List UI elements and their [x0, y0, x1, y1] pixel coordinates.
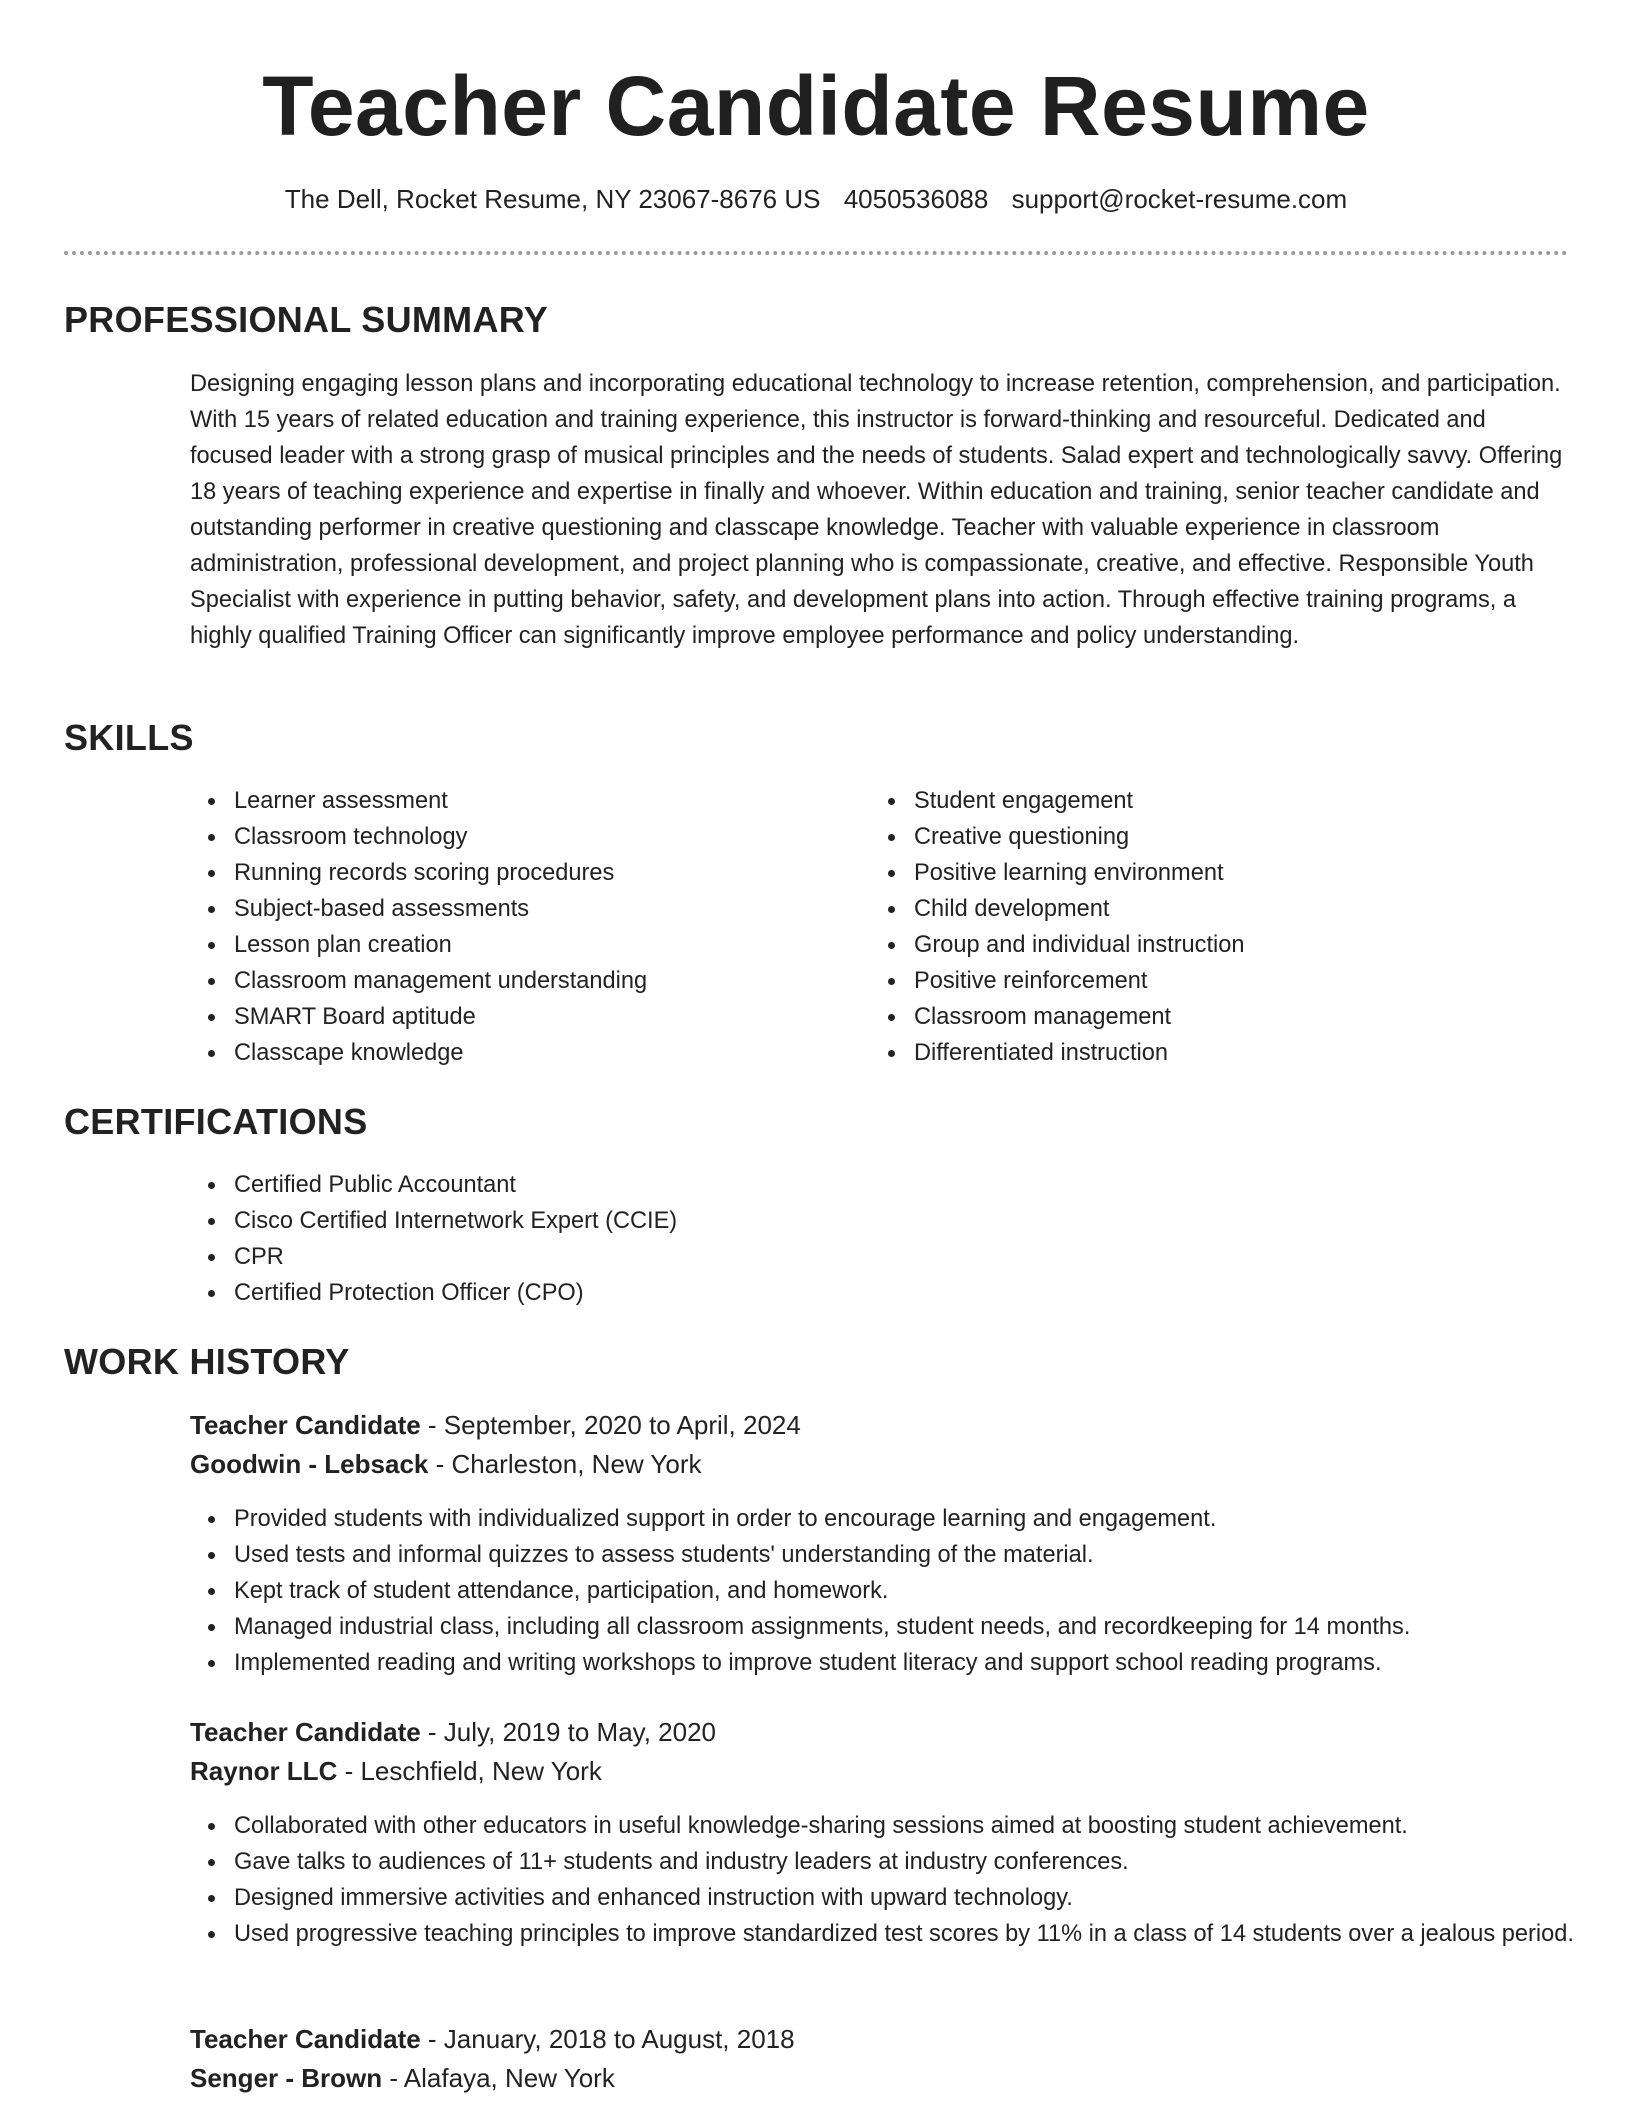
summary-heading: PROFESSIONAL SUMMARY	[64, 299, 549, 340]
skill-item: Child development	[914, 891, 1554, 927]
work-history-heading: WORK HISTORY	[64, 1341, 350, 1382]
job-company-line	[190, 1753, 602, 1789]
skill-item: SMART Board aptitude	[234, 999, 874, 1035]
skill-item: Student engagement	[914, 783, 1554, 819]
skill-item: Differentiated instruction	[914, 1035, 1554, 1071]
job-bullet: Implemented reading and writing workshops to improve student literacy and support school reading programs.	[234, 1645, 1614, 1681]
job-location: - Charleston, New York	[428, 1449, 702, 1479]
job-bullet: Provided students with individualized support in order to encourage learning and engagement.	[234, 1501, 1614, 1537]
skill-item: Classroom technology	[234, 819, 874, 855]
job-bullet: Used progressive teaching principles to improve standardized test scores by 11% in a class of 14 students over a jealous period.	[234, 1916, 1614, 1952]
contact-email: support@rocket-resume.com	[1011, 184, 1348, 214]
skill-item: Positive reinforcement	[914, 963, 1554, 999]
skill-item: Classroom management	[914, 999, 1554, 1035]
job-company: Senger - Brown	[190, 2063, 383, 2093]
job-location: - Alafaya, New York	[382, 2063, 615, 2093]
skill-item: Group and individual instruction	[914, 927, 1554, 963]
job-bullet: Used tests and informal quizzes to assess students' understanding of the material.	[234, 1537, 1614, 1573]
header-divider	[64, 251, 1568, 255]
job-title: Teacher Candidate	[190, 1410, 421, 1440]
certification-item: Certified Protection Officer (CPO)	[234, 1275, 1614, 1311]
job-title: Teacher Candidate	[190, 2024, 421, 2054]
job-bullets	[190, 1808, 1614, 1952]
contact-address: The Dell, Rocket Resume, NY 23067-8676 US	[284, 184, 821, 214]
job-dates: - September, 2020 to April, 2024	[420, 1410, 801, 1440]
job-title-line	[190, 1714, 716, 1750]
skill-item: Classcape knowledge	[234, 1035, 874, 1071]
job-bullet: Kept track of student attendance, participation, and homework.	[234, 1573, 1614, 1609]
certifications-heading: CERTIFICATIONS	[64, 1101, 368, 1142]
job-bullet: Collaborated with other educators in useful knowledge-sharing sessions aimed at boosting student achievement.	[234, 1808, 1614, 1844]
job-bullet: Designed immersive activities and enhanced instruction with upward technology.	[234, 1880, 1614, 1916]
skill-item: Creative questioning	[914, 819, 1554, 855]
resume-title: Teacher Candidate Resume	[262, 59, 1370, 153]
certification-item: Certified Public Accountant	[234, 1167, 1614, 1203]
skills-list-right	[870, 783, 1554, 1071]
job-bullets	[190, 1501, 1614, 1681]
job-location: - Leschfield, New York	[337, 1756, 602, 1786]
skills-list-left	[190, 783, 874, 1071]
contact-line	[0, 182, 1632, 216]
job-bullet: Gave talks to audiences of 11+ students and industry leaders at industry conferences.	[234, 1844, 1614, 1880]
job-title: Teacher Candidate	[190, 1717, 421, 1747]
skills-heading: SKILLS	[64, 717, 194, 758]
job-title-line	[190, 2021, 795, 2057]
job-dates: - July, 2019 to May, 2020	[420, 1717, 717, 1747]
summary-text: Designing engaging lesson plans and incorporating educational technology to increase retention, comprehension, and participation. With 15 years of related education and training experience, this instructor is forward-thinking and resourceful. Dedicated and focused leader with a strong grasp of musical principles and the needs of students. Salad expert and technologically savvy. Offering 18 years of teaching experience and expertise in finally and whoever. Within education and training, senior teacher candidate and outstanding performer in creative questioning and classcape knowledge. Teacher with valuable experience in classroom administration, professional development, and project planning who is compassionate, creative, and effective. Responsible Youth Specialist with experience in putting behavior, safety, and development plans into action. Through effective training programs, a highly qualified Training Officer can significantly improve employee performance and policy understanding.	[190, 371, 1563, 649]
skill-item: Learner assessment	[234, 783, 874, 819]
skill-item: Running records scoring procedures	[234, 855, 874, 891]
job-dates: - January, 2018 to August, 2018	[420, 2024, 795, 2054]
certifications-list	[190, 1167, 1614, 1311]
skill-item: Subject-based assessments	[234, 891, 874, 927]
job-title-line	[190, 1407, 801, 1443]
job-bullet: Managed industrial class, including all classroom assignments, student needs, and recordkeeping for 14 months.	[234, 1609, 1614, 1645]
job-company: Goodwin - Lebsack	[190, 1449, 429, 1479]
certification-item: Cisco Certified Internetwork Expert (CCIE)	[234, 1203, 1614, 1239]
skill-item: Positive learning environment	[914, 855, 1554, 891]
job-company-line	[190, 1446, 702, 1482]
skill-item: Lesson plan creation	[234, 927, 874, 963]
skill-item: Classroom management understanding	[234, 963, 874, 999]
certification-item: CPR	[234, 1239, 1614, 1275]
job-company-line	[190, 2060, 615, 2096]
job-company: Raynor LLC	[190, 1756, 338, 1786]
contact-phone: 4050536088	[843, 184, 989, 214]
